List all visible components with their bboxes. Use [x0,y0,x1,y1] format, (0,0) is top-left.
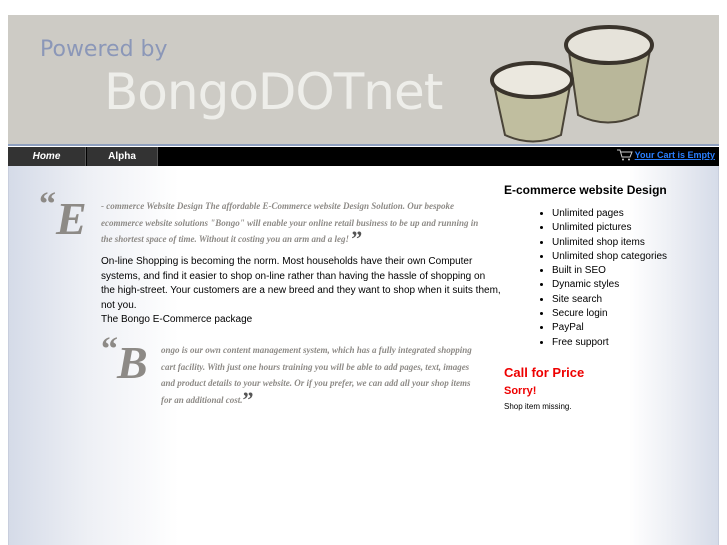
open-quote-mark: “ [39,186,56,223]
feature-item: • Dynamic styles [552,278,714,292]
feature-item: • Built in SEO [552,264,714,278]
dropcap-e: E [56,193,87,244]
feature-item: • Unlimited pictures [552,221,714,235]
feature-list [552,207,714,350]
feature-item: • Unlimited shop items [552,236,714,250]
nav-home[interactable]: Home [8,147,86,166]
sidebar [504,183,714,411]
sorry-text: Sorry! [504,384,537,397]
cart-link[interactable]: Your Cart is Empty [634,150,715,160]
quote-intro [101,198,481,251]
quote-intro-text: - commerce Website Design The affordable E-Commerce website Design Solution. Our bespoke ecommerce website solutions "Bongo" will enable your online retail business to be up and running in the shortest space of time. Without it costing you an arm and a leg! [101,201,479,244]
brand-logo-text: BongoDOTnet [104,63,443,121]
missing-item-text: Shop item missing. [504,401,572,411]
intro-paragraph: On-line Shopping is becoming the norm. Most households have their own Computer systems, and find it easier to shop on-line rather than having the hassle of shopping on the high-street. Your customers are a new breed and they want to shop when it suits them, not you. [101,256,501,311]
price-heading: Call for Price [504,364,585,380]
nav-alpha[interactable]: Alpha [87,147,158,166]
sidebar-title: E-commerce website Design [504,183,667,197]
main-nav [8,147,719,166]
feature-item: • Unlimited pages [552,207,714,221]
close-quote-mark: ” [351,226,363,251]
open-quote-mark: “ [101,331,118,368]
quote-bongo-text: ongo is our own content management system, which has a fully integrated shopping cart facility. With just one hours training you will be able to add pages, text, images and product details to your website. Or if you prefer, we can add all your shop items for an additional cost. [161,345,472,405]
feature-item: • PayPal [552,321,714,335]
body-paragraph [101,255,501,328]
cart-status [617,149,715,161]
powered-by-text: Powered by [40,37,168,62]
dropcap-b: B [117,337,148,388]
shopping-cart-icon [617,149,633,161]
feature-item: • Free support [552,336,714,350]
feature-item: • Unlimited shop categories [552,250,714,264]
site-header [8,15,719,146]
bongo-drums-image [483,20,663,145]
content-area [8,166,719,545]
feature-item: • Site search [552,293,714,307]
package-label: The Bongo E-Commerce package [101,314,253,325]
quote-bongo [161,342,481,412]
close-quote-mark: ” [242,386,254,412]
feature-item: • Secure login [552,307,714,321]
